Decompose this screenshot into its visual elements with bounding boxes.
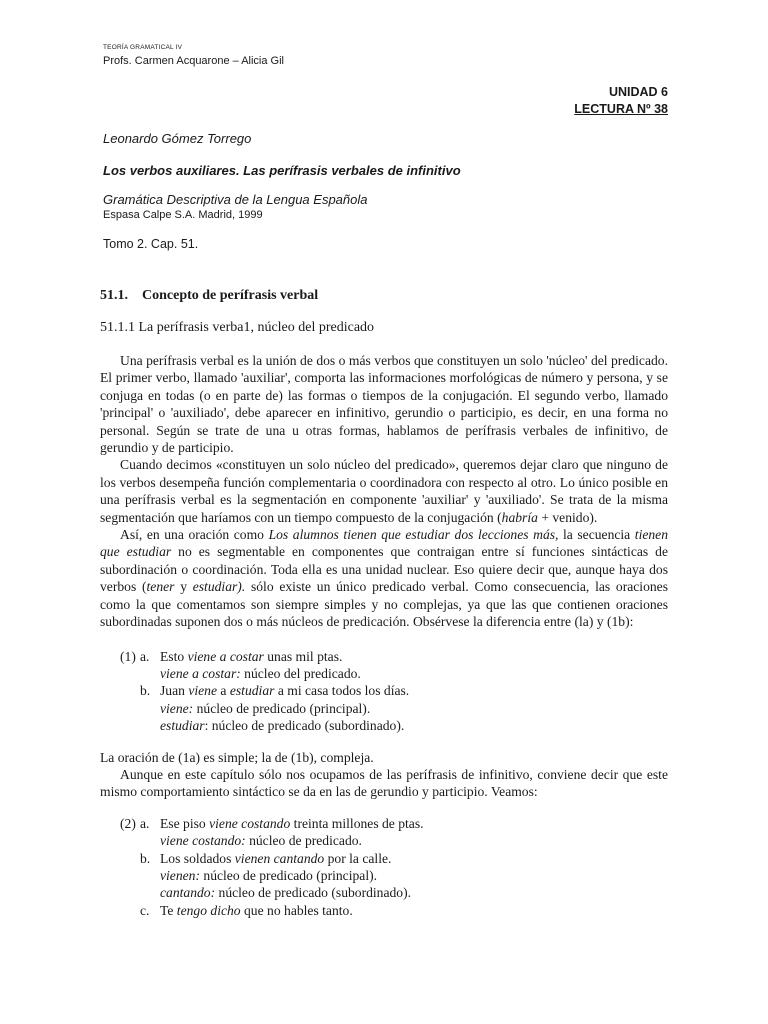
example-1a: (1) a. Esto viene a costar unas mil ptas.: [120, 648, 343, 664]
body-text: [100, 352, 668, 919]
example-1b-note-1: viene: núcleo de predicado (principal).: [160, 700, 371, 716]
paragraph-3: Así, en una oración como Los alumnos tienen que estudiar dos lecciones más, la secuencia tienen que estudiar no es segmentable en componentes que contraigan entre sí funciones sintácticas de subordinación o coordinación. Toda ella es una unidad nuclear. Eso quiere decir que, aunque haya dos verbos (tener y estudiar). sólo existe un único predicado verbal. Como consecuencia, las oraciones como la que comentamos son siempre simples y no complejas, ya que las que contienen oraciones subordinadas suponen dos o más núcleos de predicación. Obsérvese la diferencia entre (la) y (1b):: [100, 527, 669, 630]
reading-label: LECTURA Nº 38: [574, 102, 668, 116]
example-2: [100, 815, 668, 919]
example-1a-note: viene a costar: núcleo del predicado.: [160, 665, 361, 681]
example-2b-note-2: cantando: núcleo de predicado (subordinado).: [160, 885, 412, 901]
example-2a-note: viene costando: núcleo de predicado.: [160, 833, 362, 849]
book-title: Gramática Descriptiva de la Lengua Española: [103, 192, 368, 207]
unit-label: UNIDAD 6: [608, 85, 668, 99]
course-header: TEORÍA GRAMATICAL IV: [103, 44, 183, 51]
professors-header: Profs. Carmen Acquarone – Alicia Gil: [103, 55, 284, 67]
paragraph-2: Cuando decimos «constituyen un solo núcleo del predicado», queremos dejar claro que ninguno de los verbos desempeña función complementaria o coordinadora con respecto al otro. Lo único posible en una perífrasis verbal es la segmentación en componente 'auxiliar' y 'auxiliado'. Se trata de la misma segmentación que haríamos con un tiempo compuesto de la conjugación (habría + venido).: [100, 457, 668, 525]
example-2c: c. Te tengo dicho que no hables tanto.: [140, 902, 353, 918]
example-1b-note-2: estudiar: núcleo de predicado (subordinado).: [160, 718, 405, 734]
publisher: Espasa Calpe S.A. Madrid, 1999: [103, 209, 263, 221]
unit-block: [574, 84, 668, 118]
section-heading: [100, 288, 318, 304]
section-title: Concepto de perífrasis verbal: [142, 288, 319, 303]
volume: Tomo 2. Cap. 51.: [103, 237, 199, 251]
example-2b-note-1: vienen: núcleo de predicado (principal).: [160, 867, 378, 883]
paragraph-5: Aunque en este capítulo sólo nos ocupamos de las perífrasis de infinitivo, conviene decir que este mismo comportamiento sintáctico se da en las de gerundio y participio. Veamos:: [100, 766, 668, 800]
example-1b: b. Juan viene a estudiar a mi casa todos los días.: [140, 683, 410, 699]
author: Leonardo Gómez Torrego: [103, 131, 252, 146]
example-2b: b. Los soldados vienen cantando por la calle.: [140, 850, 392, 866]
section-number: 51.1.: [100, 288, 128, 303]
example-2a: (2) a. Ese piso viene costando treinta millones de ptas.: [120, 815, 424, 831]
paragraph-4: La oración de (1a) es simple; la de (1b), compleja.: [100, 749, 374, 765]
example-1: [100, 648, 668, 735]
subsection-heading: 51.1.1 La perífrasis verba1, núcleo del predicado: [100, 320, 375, 335]
article-title: Los verbos auxiliares. Las perífrasis verbales de infinitivo: [103, 163, 461, 178]
paragraph-1: Una perífrasis verbal es la unión de dos o más verbos que constituyen un solo 'núcleo' del predicado. El primer verbo, llamado 'auxiliar', comporta las informaciones morfológicas de número y persona, y se conjuga en todas (o en parte de) las formas o tiempos de la conjugación. El segundo verbo, llamado 'principal' o 'auxiliado', debe aparecer en infinitivo, gerundio o participio, es decir, en una forma no personal. Según se trate de una u otras formas, hablamos de perífrasis verbales de infinitivo, de gerundio y de participio.: [100, 353, 668, 456]
